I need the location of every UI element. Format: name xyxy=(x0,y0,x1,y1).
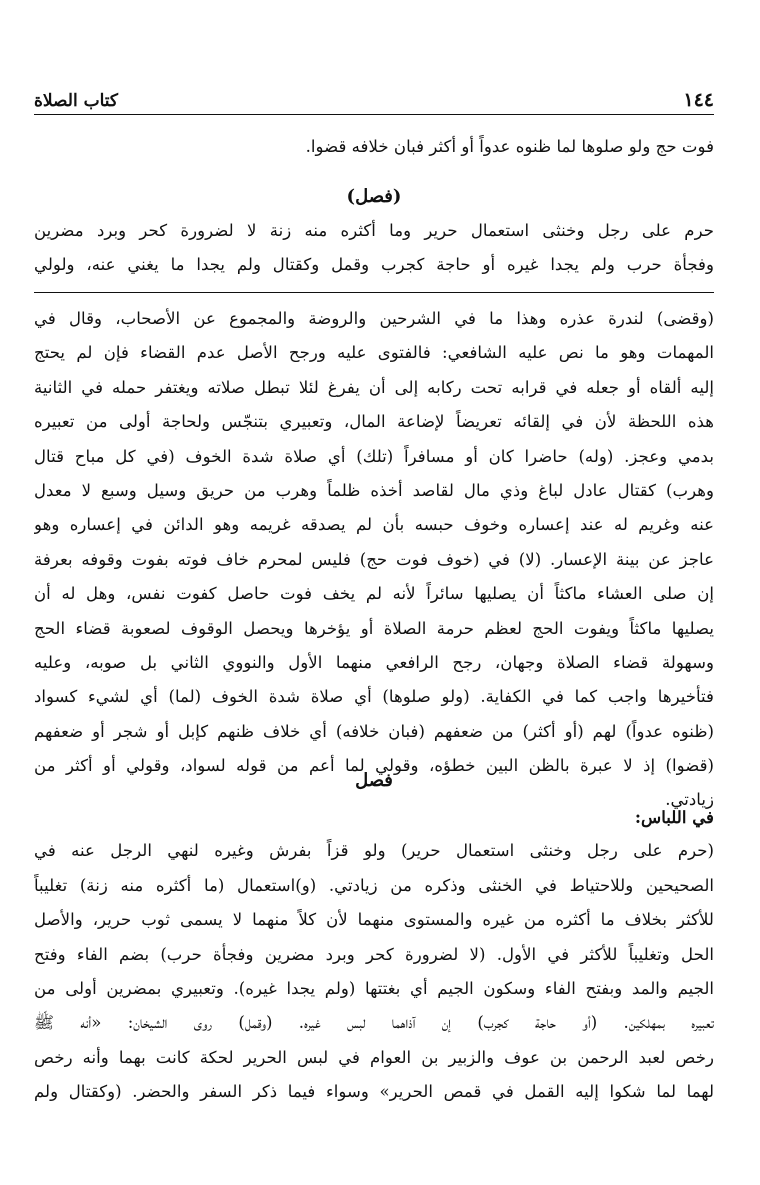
commentary-line: إن صلى العشاء ماكثاً أن يصليها سائراً لأنه لم يخف فوت حاصل كفوت نفس، وهل له أن xyxy=(34,584,714,604)
commentary-line: (وقضى) لندرة عذره وهذا ما في الشرحين والروضة والمجموع عن الأصحاب، وقال في xyxy=(34,309,714,328)
page-header xyxy=(34,84,714,115)
commentary-line: إليه ألقاه أو جعله في قرابه تحت ركابه إلى أن يفرغ لئلا تبطل صلاته ويغتفر حمله في الثانية xyxy=(34,377,714,397)
commentary-line: (حرم على رجل وخنثى استعمال حرير) ولو قزاً بفرش وغيره لنهي الرجل عنه في xyxy=(34,841,714,861)
commentary-section xyxy=(34,764,714,798)
matn-block xyxy=(34,130,714,164)
commentary-line: رخص لعبد الرحمن بن عوف والزبير بن العوام في لبس الحرير لحكة كانت بهما وأنه رخص xyxy=(34,1047,714,1067)
commentary-line: يصليها ماكثاً ويفوت الحج لعظم حرمة الصلاة أو يؤخرها ويحصل الوقوف لصعوبة قضاء الحج xyxy=(34,618,714,638)
matn-opening-line: فوت حج ولو صلوها لما ظنوه عدواً أو أكثر فبان خلافه قضوا. xyxy=(305,137,714,156)
commentary-line: عنه وغريم له عند إعساره وخوف حبسه بأن لم يصدقه غريمه وهو الدائن في إعساره وهو xyxy=(34,515,714,535)
commentary-line: (ظنوه عدواً) لهم (أو أكثر) من ضعفهم (فبان خلافه) أي خلاف ظنهم كإبل أو شجر أو ضعفهم xyxy=(34,721,714,741)
commentary-line: هذه اللحظة لأن في إلقائه تعريضاً لإضاعة المال، وتعبيري بتنجّس ولحاجة أولى من تعبيره xyxy=(34,412,714,432)
commentary-line: وهرب) كقتال عادل لباغ وذي مال لقاصد أخذه ظلماً وهرب من حريق وسيل وسبع لا معدل xyxy=(34,480,714,500)
matn-line: وفجأة حرب ولم يجدا غيره أو حاجة كجرب وقمل وكقتال ولم يجدا ما يغني عنه، ولولي xyxy=(34,255,714,275)
commentary-line: بدمي وعجز. (وله) حاضرا كان أو مسافراً (تلك) أي صلاة شدة الخوف (في كل مباح قتال xyxy=(34,446,714,466)
commentary-line: وسهولة قضاء الصلاة وجهان، رجح الرافعي منهما الأول والنووي الثاني بل صوبه، وعليه xyxy=(34,652,714,672)
commentary-line: لهما لما شكوا إليه القمل في قمص الحرير» وسواء فيما ذكر السفر والحضر. (وكقتال ولم xyxy=(34,1082,714,1102)
footnote-divider xyxy=(34,292,714,293)
matn-section-heading: (فصل) xyxy=(346,186,402,207)
commentary-line: المهمات وهو ما نص عليه الشافعي: فالفتوى عليه ورجح الأصل عدم القضاء فإن لم يحتج xyxy=(34,343,714,363)
commentary-line: الحل وتغليباً للأكثر في الأول. (لا لضرورة كحر وبرد مضرين وفجأة حرب) بضم الفاء وفتح xyxy=(34,944,714,964)
commentary-line: فتأخيرها واجب كما في الكفاية. (ولو صلوها) أي صلاة شدة الخوف (لما) أي لشيء كسواد xyxy=(34,687,714,707)
commentary-line: للأكثر بخلاف ما أكثره من غيره والمستوى منهما لأن كلاً منهما لا يسمى ثوب حرير، والأصل xyxy=(34,910,714,930)
matn-section xyxy=(34,180,714,283)
matn-line: حرم على رجل وخنثى استعمال حرير وما أكثره منه زنة لا لضرورة كحر وبرد مضرين xyxy=(34,221,714,240)
section-heading: فصل xyxy=(355,770,393,791)
commentary-line: (قضوا) إذ لا عبرة بالظن البين خطؤه، وقولي لما أعم من قوله لسواد، وقولي أو أكثر من xyxy=(34,756,714,776)
commentary-subsection xyxy=(34,800,714,1110)
commentary-line: الصحيحين وللاحتياط في الخنثى وذكره من زيادتي. (و)استعمال (ما أكثره منه زنة) تغليباً xyxy=(34,875,714,895)
book-title: كتاب الصلاة xyxy=(34,91,119,111)
commentary-line: عاجز عن بينة الإعسار. (لا) في (خوف فوت حج) فليس لمحرم خاف فوته بفوت وقوفه بعرفة xyxy=(34,549,714,569)
page-number: ١٤٤ xyxy=(683,89,714,111)
commentary-line: زيادتي. xyxy=(665,790,714,810)
subheading: في اللباس: xyxy=(634,807,714,827)
commentary-block xyxy=(34,302,714,818)
commentary-line: تعبيره بمهلكين. (أو حاجة كجرب) إن آذاهما لبس غيره. (وقمل) روى الشيخان: «أنه ﷺ xyxy=(34,1013,714,1033)
commentary-line: الجيم والمد وبفتح الفاء وسكون الجيم أي بغتتها (ولم يجدا غيره). وتعبيري بمضرين أولى من xyxy=(34,978,714,998)
